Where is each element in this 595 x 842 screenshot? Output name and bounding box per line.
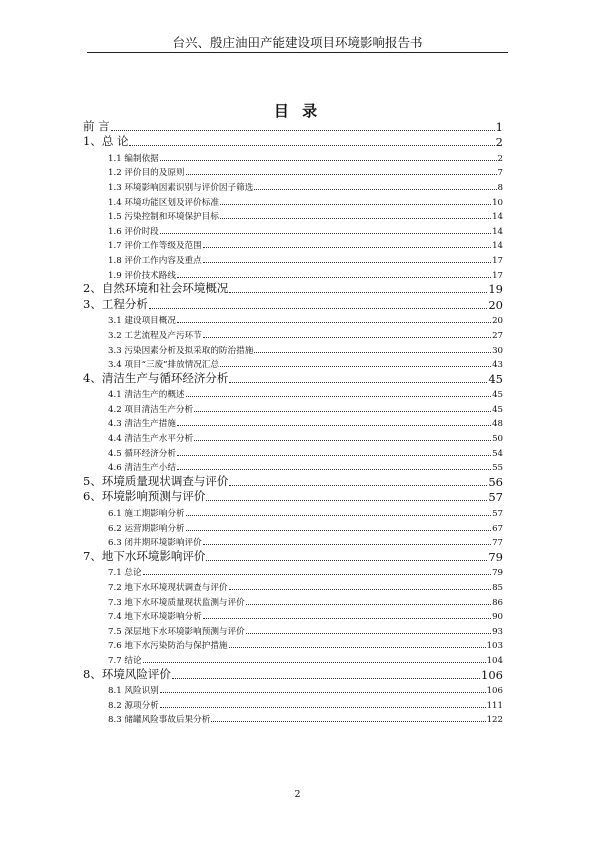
toc-entry-page: 103 [486, 641, 503, 652]
toc-section-entry[interactable] [83, 251, 503, 266]
dot-leader [111, 130, 495, 131]
toc-section-entry[interactable] [83, 312, 503, 327]
toc-entry-page: 90 [492, 612, 503, 623]
dot-leader [186, 174, 497, 175]
toc-entry-label: 1.7 评价工作等级及范围 [108, 241, 202, 252]
dot-leader [203, 337, 491, 338]
toc-chapter-entry[interactable] [83, 118, 503, 134]
toc-chapter-entry[interactable] [83, 296, 503, 312]
toc-section-entry[interactable] [83, 356, 503, 371]
toc-entry-label: 4.3 清洁生产措施 [108, 419, 176, 430]
toc-entry-label: 1.9 评价技术路线 [108, 270, 176, 281]
toc-entry-label: 8.1 风险识别 [108, 686, 159, 697]
toc-chapter-entry[interactable] [83, 134, 503, 150]
toc-chapter-entry[interactable] [83, 548, 503, 564]
header-divider [87, 52, 508, 53]
dot-leader [206, 560, 487, 561]
dot-leader [177, 455, 491, 456]
toc-entry-page: 14 [492, 226, 503, 237]
toc-entry-page: 85 [492, 583, 503, 593]
toc-entry-page: 79 [492, 568, 503, 579]
toc-entry-label: 1.8 评价工作内容及重点 [108, 255, 202, 266]
toc-entry-page: 20 [492, 316, 503, 327]
toc-entry-page: 122 [486, 715, 503, 726]
dot-leader [203, 247, 491, 248]
toc-entry-label: 6.2 运营期影响分析 [108, 523, 185, 534]
dot-leader [129, 145, 494, 146]
dot-leader [143, 662, 486, 663]
toc-section-entry[interactable] [83, 400, 503, 415]
toc-entry-label: 8.2 源项分析 [108, 700, 159, 711]
toc-section-entry[interactable] [83, 578, 503, 593]
toc-entry-page: 67 [492, 523, 503, 534]
toc-section-entry[interactable] [83, 222, 503, 237]
toc-entry-label: 3.4 项目“三废”排放情况汇总 [108, 360, 220, 371]
toc-chapter-entry[interactable] [83, 370, 503, 386]
toc-section-entry[interactable] [83, 341, 503, 356]
toc-section-entry[interactable] [83, 593, 503, 608]
toc-entry-page: 17 [492, 270, 503, 281]
toc-entry-label: 4.1 清洁生产的概述 [108, 390, 185, 401]
toc-entry-page: 77 [492, 538, 503, 549]
dot-leader [229, 292, 487, 293]
dot-leader [254, 352, 491, 353]
toc-chapter-entry[interactable] [83, 473, 503, 489]
toc-entry-page: 8 [497, 182, 503, 193]
toc-entry-label: 4.2 项目清洁生产分析 [108, 404, 194, 415]
dot-leader [186, 396, 492, 397]
dot-leader [220, 366, 491, 367]
toc-entry-label: 7.2 地下水环境现状调查与评价 [108, 583, 228, 593]
toc-section-entry[interactable] [83, 564, 503, 579]
dot-leader [229, 647, 486, 648]
toc-entry-page: 48 [492, 419, 503, 430]
toc-entry-label: 7.4 地下水环境影响分析 [108, 612, 202, 623]
dot-leader [229, 589, 492, 590]
toc-section-entry[interactable] [83, 696, 503, 711]
toc-chapter-entry[interactable] [83, 666, 503, 682]
toc-entry-label: 1.1 编制依据 [108, 153, 159, 164]
toc-entry-page: 104 [486, 655, 503, 666]
toc-entry-page: 106 [481, 667, 503, 682]
toc-entry-label: 2、自然环境和社会环境概况 [83, 281, 229, 296]
toc-entry-label: 7.7 结论 [108, 655, 142, 666]
toc-entry-label: 4.4 清洁生产水平分析 [108, 434, 194, 445]
dot-leader [220, 218, 491, 219]
toc-section-entry[interactable] [83, 459, 503, 474]
toc-entry-label: 1.6 评价时段 [108, 226, 159, 237]
toc-chapter-entry[interactable] [83, 281, 503, 297]
toc-section-entry[interactable] [83, 637, 503, 652]
toc-entry-page: 17 [492, 255, 503, 266]
toc-entry-page: 27 [492, 330, 503, 341]
toc-entry-page: 45 [488, 371, 503, 386]
dot-leader [143, 574, 491, 575]
dot-leader [177, 277, 491, 278]
dot-leader [149, 308, 488, 309]
toc-entry-label: 4.5 循环经济分析 [108, 448, 176, 459]
toc-section-entry[interactable] [83, 519, 503, 534]
toc-section-entry[interactable] [83, 149, 503, 164]
page-number: 2 [294, 789, 301, 800]
toc-entry-label: 3.1 建设项目概况 [108, 316, 176, 327]
toc-entry-label: 7.5 深层地下水环境影响预测与评价 [108, 626, 245, 637]
toc-title: 目 录 [273, 102, 322, 120]
toc-entry-page: 2 [497, 153, 503, 164]
dot-leader [203, 618, 491, 619]
toc-entry-label: 1.3 环境影响因素识别与评价因子筛选 [108, 182, 254, 193]
toc-section-entry[interactable] [83, 266, 503, 281]
dot-leader [186, 515, 492, 516]
toc-entry-page: 43 [492, 360, 503, 371]
toc-entry-page: 45 [492, 390, 503, 401]
toc-entry-page: 57 [492, 509, 503, 520]
toc-entry-label: 3、工程分析 [83, 296, 148, 311]
dot-leader [186, 530, 492, 531]
toc-entry-label: 6.3 闭井期环境影响评价 [108, 538, 202, 549]
toc-entry-page: 45 [492, 404, 503, 415]
toc-entry-page: 56 [488, 474, 503, 489]
toc-entry-page: 2 [495, 135, 503, 150]
toc-entry-label: 5、环境质量现状调查与评价 [83, 473, 229, 488]
dot-leader [177, 425, 491, 426]
toc-entry-page: 10 [492, 197, 503, 208]
toc-section-entry[interactable] [83, 164, 503, 179]
toc-section-entry[interactable] [83, 415, 503, 430]
toc-section-entry[interactable] [83, 178, 503, 193]
toc-entry-page: 106 [486, 686, 503, 697]
dot-leader [246, 604, 491, 605]
dot-leader [246, 633, 491, 634]
toc-section-entry[interactable] [83, 608, 503, 623]
toc-entry-page: 93 [492, 626, 503, 637]
toc-entry-label: 1.5 污染控制和环境保护目标 [108, 212, 219, 223]
toc-section-entry[interactable] [83, 326, 503, 341]
toc-entry-page: 54 [492, 448, 503, 459]
dot-leader [203, 262, 491, 263]
toc-entry-page: 79 [488, 549, 503, 564]
toc-entry-label: 8.3 储罐风险事故后果分析 [108, 715, 211, 726]
toc-entry-label: 4.6 清洁生产小结 [108, 463, 176, 474]
toc-section-entry[interactable] [83, 429, 503, 444]
toc-section-entry[interactable] [83, 193, 503, 208]
toc-entry-page: 19 [488, 282, 503, 297]
dot-leader [160, 233, 491, 234]
toc-entry-label: 3.2 工艺流程及产污环节 [108, 330, 202, 341]
toc-entry-page: 14 [492, 212, 503, 223]
dot-leader [254, 189, 496, 190]
dot-leader [194, 411, 491, 412]
dot-leader [194, 440, 491, 441]
toc-entry-label: 1、总 论 [83, 134, 129, 149]
toc-section-entry[interactable] [83, 711, 503, 726]
dot-leader [177, 322, 491, 323]
dot-leader [220, 204, 491, 205]
toc-section-entry[interactable] [83, 237, 503, 252]
toc-section-entry[interactable] [83, 208, 503, 223]
toc-entry-label: 7.1 总论 [108, 568, 142, 579]
dot-leader [203, 544, 491, 545]
dot-leader [160, 692, 486, 693]
toc-section-entry[interactable] [83, 534, 503, 549]
dot-leader [211, 721, 485, 722]
dot-leader [177, 469, 491, 470]
toc-entry-page: 20 [488, 297, 503, 312]
toc-entry-label: 4、清洁生产与循环经济分析 [83, 370, 229, 385]
toc-entry-label: 1.2 评价目的及原则 [108, 168, 185, 179]
toc-chapter-entry[interactable] [83, 489, 503, 505]
toc-section-entry[interactable] [83, 651, 503, 666]
toc-entry-page: 57 [488, 490, 503, 505]
dot-leader [160, 707, 486, 708]
toc-entry-label: 6.1 施工期影响分析 [108, 509, 185, 520]
running-header: 台兴、殷庄油田产能建设项目环境影响报告书 [172, 35, 423, 50]
toc-section-entry[interactable] [83, 386, 503, 401]
toc-entry-label: 7.3 地下水环境质量现状监测与评价 [108, 597, 245, 608]
toc-entry-label: 6、环境影响预测与评价 [83, 489, 206, 504]
dot-leader [172, 678, 480, 679]
dot-leader [206, 500, 487, 501]
toc-entry-page: 86 [492, 597, 503, 608]
dot-leader [229, 382, 487, 383]
toc-entry-page: 55 [492, 463, 503, 474]
table-of-contents [83, 118, 503, 725]
dot-leader [160, 160, 497, 161]
toc-entry-page: 50 [492, 434, 503, 445]
toc-entry-label: 3.3 污染因素分析及拟采取的防治措施 [108, 345, 254, 356]
dot-leader [229, 485, 487, 486]
toc-entry-label: 1.4 环境功能区划及评价标准 [108, 197, 219, 208]
toc-section-entry[interactable] [83, 682, 503, 697]
toc-entry-label: 前 言 [83, 118, 110, 133]
toc-entry-page: 1 [495, 119, 503, 134]
toc-section-entry[interactable] [83, 444, 503, 459]
toc-entry-page: 7 [497, 168, 503, 179]
toc-entry-page: 30 [492, 345, 503, 356]
toc-entry-label: 7、地下水环境影响评价 [83, 548, 206, 563]
toc-entry-label: 8、环境风险评价 [83, 666, 171, 681]
toc-entry-page: 111 [486, 700, 503, 711]
toc-section-entry[interactable] [83, 622, 503, 637]
toc-entry-page: 14 [492, 241, 503, 252]
toc-entry-label: 7.6 地下水污染防治与保护措施 [108, 641, 228, 652]
toc-section-entry[interactable] [83, 504, 503, 519]
